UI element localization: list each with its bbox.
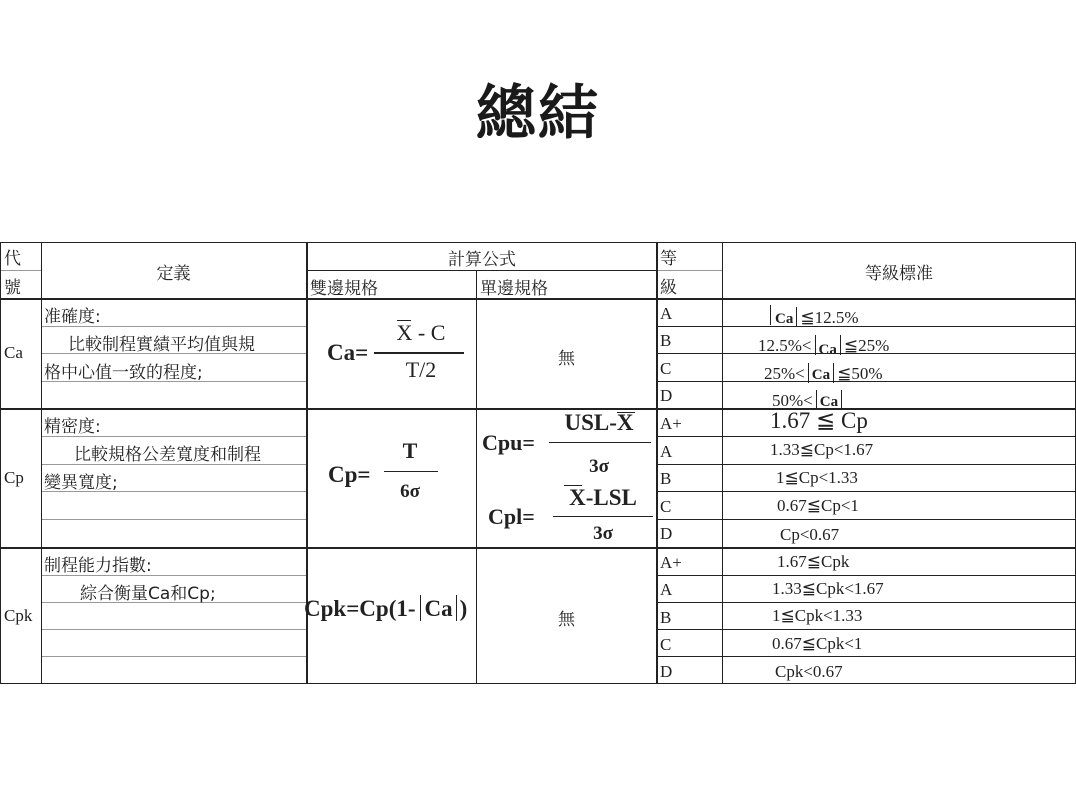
grade-standard: 1≦Cpk<1.33 [772,606,863,625]
grade-line [657,464,1076,465]
col-line [0,242,1,684]
row-divider-ca-cp [0,408,1076,410]
definition-line [41,656,307,657]
grade-line [657,326,1076,327]
definition-line [41,519,307,520]
formula-cp-lhs: Cp= [328,462,371,487]
header-unilateral: 單邊規格 [480,279,548,299]
formula-cpl-lhs: Cpl= [488,504,535,529]
grade-line [657,491,1076,492]
col-line [722,242,723,684]
formula-cp-denominator: 6σ [400,481,420,502]
formula-ca-numerator: X - C [396,320,446,345]
header-thin-line-grade [657,270,722,271]
code-ca: Ca [4,343,23,362]
definition-cp-line: 比較規格公差寬度和制程 [74,445,261,465]
grade-line [657,629,1076,630]
header-grade-standard: 等級標准 [865,264,933,284]
grade-standard: 1.67 ≦ Cp [770,408,868,433]
grade-standard: 1.33≦Cp<1.67 [770,440,874,459]
grade-line [657,575,1076,576]
col-line [41,242,42,684]
grade-label: A+ [660,553,682,572]
formula-cpu-denominator: 3σ [589,456,609,477]
grade-label: A [660,580,673,599]
header-bilateral: 雙邊規格 [310,279,378,299]
grade-line [657,436,1076,437]
formula-cpu-numerator: USL-X [564,410,634,435]
grade-label: B [660,331,672,350]
grade-label: B [660,469,672,488]
grade-label: A+ [660,414,682,433]
definition-ca-line: 格中心值一致的程度; [44,363,203,383]
formula-cpk: Cpk=Cp(1- Ca ) [304,596,468,621]
grade-line [657,602,1076,603]
table-border-bottom [0,683,1076,684]
grade-label: A [660,442,673,461]
header-code-1: 代 [4,249,21,269]
formula-cp-numerator: T [402,438,418,463]
page-title: 總結 [476,79,600,149]
col-line [656,242,658,684]
definition-cpk-line: 綜合衡量Ca和Cp; [80,584,216,604]
formula-ca-denominator: T/2 [405,357,437,382]
x-bar-overline [617,412,635,413]
formula-cpl-numerator: X-LSL [569,485,637,510]
definition-ca-title: 准確度: [44,307,101,327]
header-code-2: 號 [4,278,21,298]
code-cp: Cp [4,468,24,487]
formula-subheader-line [307,270,657,271]
summary-table [0,242,1076,684]
grade-standard: 1.67≦Cpk [777,552,850,571]
formula-cpl-denominator: 3σ [593,523,613,544]
grade-label: C [660,497,672,516]
header-thin-line-code [0,270,41,271]
definition-cp-line: 變異寬度; [44,473,118,493]
grade-standard-ca-b: 12.5%< Ca ≦25% [758,336,890,358]
header-definition: 定義 [156,264,191,284]
row-divider-cp-cpk [0,547,1076,549]
grade-standard: Cp<0.67 [780,525,840,544]
unilateral-cpk: 無 [558,610,575,630]
unilateral-ca: 無 [558,349,575,369]
header-grade-1: 等 [660,249,677,269]
definition-ca-line: 比較制程實績平均值與規 [68,335,255,355]
formula-cpl-fraction-bar [553,516,653,517]
grade-standard: 0.67≦Cp<1 [777,496,859,515]
table-border-top [0,242,1076,243]
formula-cpu-fraction-bar [549,442,651,443]
header-grade-2: 級 [660,278,677,298]
grade-label: D [660,524,673,543]
header-formula: 計算公式 [448,250,516,270]
formula-cpu-lhs: Cpu= [482,430,535,455]
definition-line [41,629,307,630]
x-bar-overline [397,320,411,321]
grade-label: C [660,359,672,378]
grade-label: D [660,662,673,681]
grade-standard-ca-c: 25%< Ca ≦50% [764,364,883,383]
grade-label: C [660,635,672,654]
formula-ca-fraction-bar [374,352,464,354]
grade-standard: 0.67≦Cpk<1 [772,634,863,653]
grade-label: A [660,304,673,323]
grade-line [657,656,1076,657]
definition-cp-title: 精密度: [44,417,101,437]
grade-standard-ca-d: 50%< Ca [772,386,845,411]
grade-standard: 1≦Cp<1.33 [776,468,858,487]
formula-cp-fraction-bar [384,471,438,472]
grade-standard: Cpk<0.67 [775,662,843,681]
formula-ca-lhs: Ca= [327,340,369,365]
grade-label: B [660,608,672,627]
x-bar-overline [564,485,582,486]
code-cpk: Cpk [4,606,33,625]
definition-cpk-title: 制程能力指數: [44,556,152,576]
grade-standard-ca-a: Ca ≦12.5% [770,303,859,328]
grade-label: D [660,386,673,405]
grade-standard: 1.33≦Cpk<1.67 [772,579,884,598]
grade-line [657,519,1076,520]
